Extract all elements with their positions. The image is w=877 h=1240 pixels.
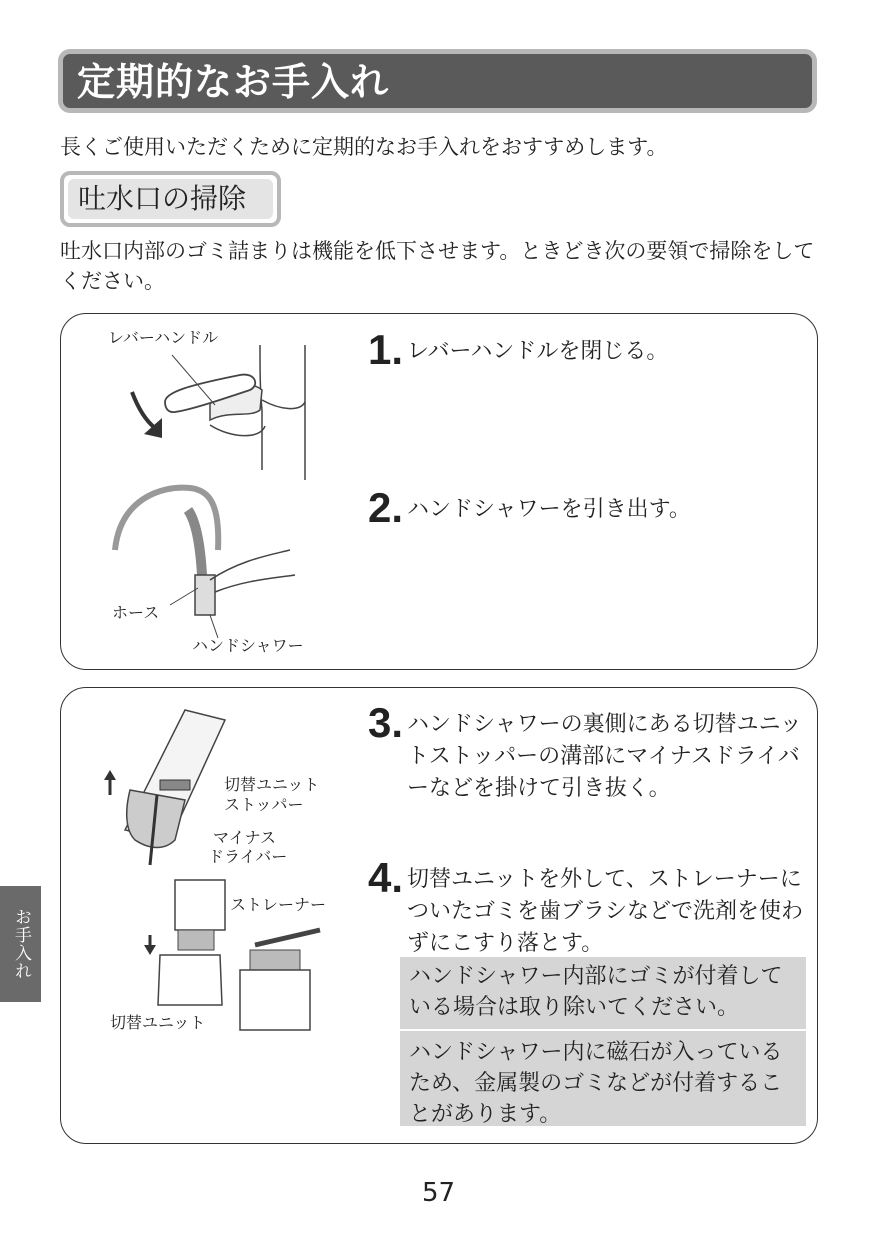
step-3 [368,699,808,805]
page-number: 57 [421,1178,456,1208]
lever-handle-illustration [100,330,330,490]
section-heading [60,171,281,227]
step-1-text: レバーハンドルを閉じる。 [407,339,669,364]
step-3-text: ハンドシャワーの裏側にある切替ユニットストッパーの溝部にマイナスドライバーなどを掛けて引き抜く。 [407,712,802,801]
label-stopper-2: ストッパー [224,795,304,814]
note-1: ハンドシャワー内部にゴミが付着している場合は取り除いてください。 [409,964,783,1020]
label-switch-unit: 切替ユニット [110,1013,206,1032]
step-2-text: ハンドシャワーを引き出す。 [407,497,691,522]
page-title-bar [58,49,817,113]
label-driver-1: マイナス [213,828,277,847]
label-lever-handle: レバーハンドル [108,328,219,347]
note-box [400,957,806,1126]
step-3-number: 3. [368,699,404,746]
label-driver-2: ドライバー [208,847,288,866]
label-hand-shower: ハンドシャワー [192,636,304,655]
page-title: 定期的なお手入れ [77,60,390,104]
label-strainer: ストレーナー [230,895,327,914]
section-description: 吐水口内部のゴミ詰まりは機能を低下させます。ときどき次の要領で掃除をしてください。 [60,239,815,293]
step-4-text: 切替ユニットを外して、ストレーナーについたゴミを歯ブラシなどで洗剤を使わずにこすり落とす。 [407,867,804,956]
step-2-number: 2. [368,484,404,531]
step-1 [368,326,669,373]
step-2 [368,484,691,531]
label-hose: ホース [112,603,160,622]
intro-text: 長くご使用いただくために定期的なお手入れをおすすめします。 [60,135,668,159]
side-tab: お手入れ [0,886,41,1002]
note-divider [400,1029,806,1031]
step-4-number: 4. [368,854,404,901]
note-2: ハンドシャワー内に磁石が入っているため、金属製のゴミなどが付着することがあります。 [409,1040,783,1127]
section-title: 吐水口の掃除 [68,179,273,219]
label-stopper-1: 切替ユニット [224,775,320,794]
step-1-number: 1. [368,326,404,373]
step-4 [368,854,808,960]
